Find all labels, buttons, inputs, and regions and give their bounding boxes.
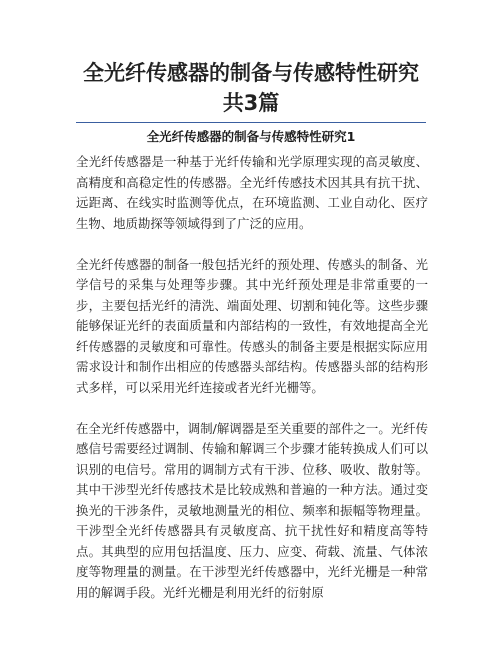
section-heading: 全光纤传感器的制备与传感特性研究1 — [146, 129, 356, 144]
paragraph-1: 全光纤传感器是一种基于光纤传输和光学原理实现的高灵敏度、高精度和高稳定性的传感器。全光纤传感技术因其具有抗干扰、远距离、在线实时监测等优点，在环境监测、工业自动化、医疗生物、地质勘探等领域得到了广泛的应用。 — [76, 154, 428, 231]
paragraph-2: 全光纤传感器的制备一般包括光纤的预处理、传感头的制备、光学信号的采集与处理等步骤。其中光纤预处理是非常重要的一步，主要包括光纤的清洗、端面处理、切割和钝化等。这些步骤能够保证光纤的表面质量和内部结构的一致性，有效地提高全光纤传感器的灵敏度和可靠性。传感头的制备主要是根据实际应用需求设计和制作出相应的传感器头部结构。传感器头部的结构形式多样，可以采用光纤连接或者光纤光栅等。 — [76, 256, 428, 395]
document-title-line1: 全光纤传感器的制备与传感特性研究 — [83, 61, 419, 85]
document-body — [76, 152, 428, 624]
paragraph-3: 在全光纤传感器中，调制/解调器是至关重要的部件之一。光纤传感信号需要经过调制、传输和解调三个步骤才能转换成人们可以识别的电信号。常用的调制方式有干涉、位移、吸收、散射等。其中干涉型光纤传感技术是比较成熟和普遍的一种方法。通过变换光的干涉条件，灵敏地测量光的相位、频率和振幅等物理量。干涉型全光纤传感器具有灵敏度高、抗干扰性好和精度高等特点。其典型的应用包括温度、压力、应变、荷载、流量、气体浓度等物理量的测量。在干涉型光纤传感器中，光纤光栅是一种常用的解调手段。光纤光栅是利用光纤的衍射原 — [76, 420, 428, 600]
title-divider — [76, 122, 426, 123]
document-title — [40, 58, 462, 118]
document-title-line2: 共3篇 — [222, 91, 280, 115]
